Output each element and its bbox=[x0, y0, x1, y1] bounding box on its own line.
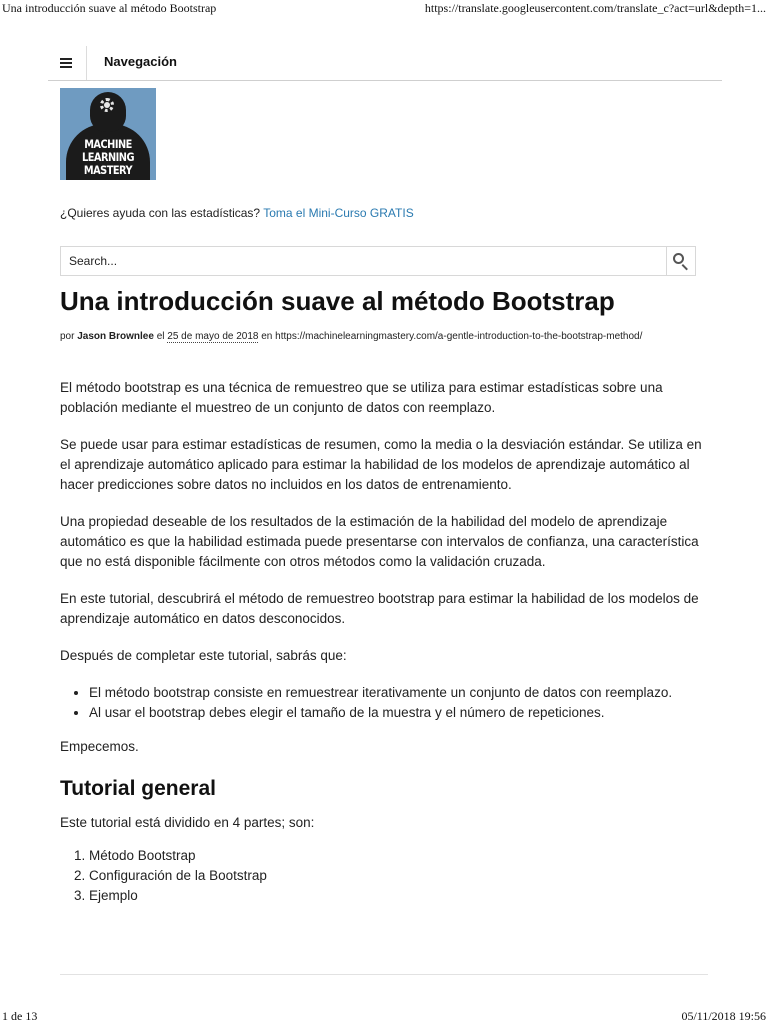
author-link[interactable]: Jason Brownlee bbox=[77, 331, 154, 342]
takeaways-list bbox=[60, 683, 710, 723]
page-count: 1 de 13 bbox=[2, 1009, 38, 1023]
promo-text: ¿Quieres ayuda con las estadísticas? bbox=[60, 206, 264, 220]
print-footer bbox=[0, 1008, 768, 1024]
print-url: https://translate.googleusercontent.com/translate_c?act=url&depth=1... bbox=[424, 1, 766, 15]
search-input[interactable] bbox=[69, 252, 659, 270]
article-byline: por Jason Brownlee el 25 de mayo de 2018 en https://machinelearningmastery.com/a-gentle-introduction-to-the-bootstrap-method/ bbox=[60, 331, 643, 342]
print-page-title: Una introducción suave al método Bootstrap bbox=[2, 1, 217, 15]
list-item: • Al usar el bootstrap debes elegir el tamaño de la muestra y el número de repeticiones. bbox=[89, 703, 710, 723]
article-content bbox=[60, 378, 710, 906]
paragraph: Este tutorial está dividido en 4 partes; son: bbox=[60, 815, 315, 830]
menu-toggle-button[interactable] bbox=[48, 46, 87, 80]
search-form bbox=[60, 246, 696, 276]
publish-date: 25 de mayo de 2018 bbox=[167, 331, 259, 342]
paragraph: Una propiedad deseable de los resultados de la estimación de la habilidad del modelo de aprendizaje automático es que la habilidad estimada puede presentarse con intervalos de confianza, una característica que no está disponible fácilmente con otros métodos como la validación cruzada. bbox=[60, 514, 699, 569]
search-button[interactable] bbox=[666, 247, 695, 275]
logo-text: MACHINE LEARNING MASTERY bbox=[82, 137, 134, 177]
promo-banner bbox=[60, 206, 414, 220]
list-item: • El método bootstrap consiste en remuestrear iterativamente un conjunto de datos con reemplazo. bbox=[89, 683, 710, 703]
paragraph: Después de completar este tutorial, sabrás que: bbox=[60, 648, 347, 663]
list-item: 1. Método Bootstrap bbox=[89, 846, 710, 866]
section-heading: Tutorial general bbox=[60, 777, 216, 800]
divider bbox=[60, 974, 708, 975]
print-header bbox=[0, 0, 768, 16]
parts-list bbox=[60, 846, 710, 906]
nav-label[interactable]: Navegación bbox=[104, 54, 177, 69]
site-logo[interactable] bbox=[60, 88, 156, 180]
print-datetime: 05/11/2018 19:56 bbox=[681, 1009, 766, 1023]
paragraph: En este tutorial, descubrirá el método de remuestreo bootstrap para estimar la habilidad de los modelos de aprendizaje automático en datos desconocidos. bbox=[60, 591, 699, 626]
paragraph: El método bootstrap es una técnica de remuestreo que se utiliza para estimar estadísticas sobre una población mediante el muestreo de un conjunto de datos con reemplazo. bbox=[60, 380, 663, 415]
list-item: 3. Ejemplo bbox=[89, 886, 710, 906]
list-item: 2. Configuración de la Bootstrap bbox=[89, 866, 710, 886]
mini-course-link[interactable]: Toma el Mini-Curso GRATIS bbox=[263, 206, 414, 220]
article-title: Una introducción suave al método Bootstrap bbox=[60, 286, 615, 316]
source-url: en https://machinelearningmastery.com/a-gentle-introduction-to-the-bootstrap-method/ bbox=[258, 331, 643, 342]
paragraph: Se puede usar para estimar estadísticas de resumen, como la media o la desviación estándar. Se utiliza en el aprendizaje automático aplicado para estimar la habilidad de los modelos de aprendizaje automático al hacer predicciones sobre datos no incluidos en los datos de entrenamiento. bbox=[60, 437, 702, 492]
navbar bbox=[48, 46, 722, 81]
paragraph: Empecemos. bbox=[60, 739, 139, 754]
